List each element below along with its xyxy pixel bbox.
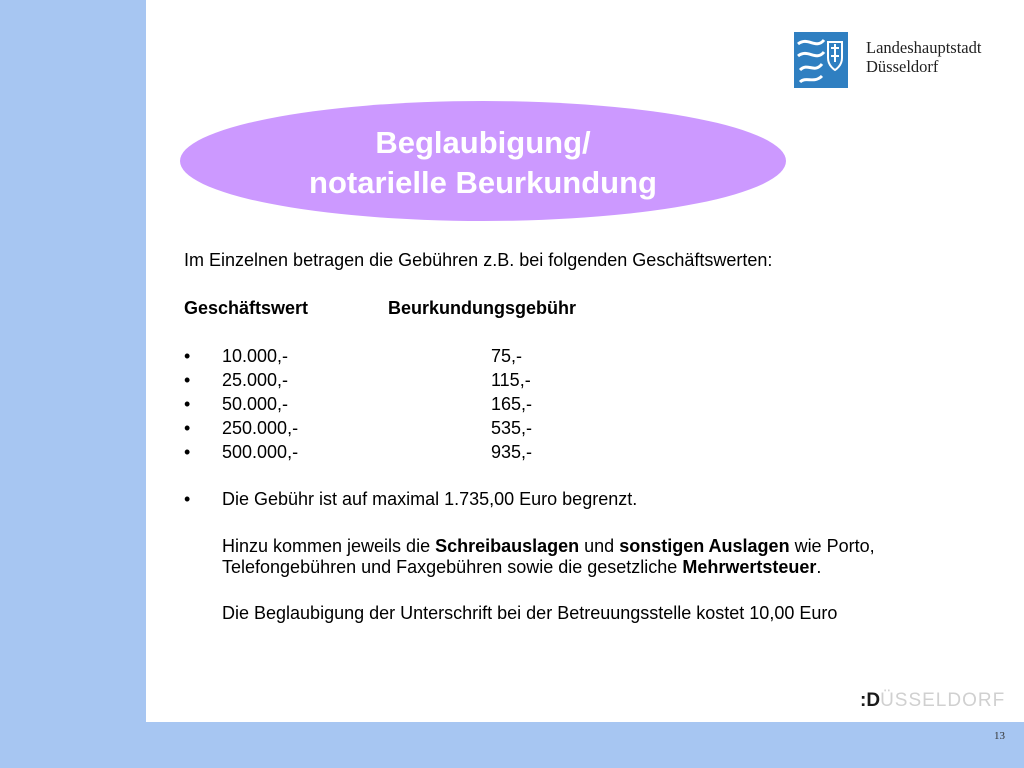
duesseldorf-wordmark (860, 690, 1005, 712)
text-run: Telefongebühren und Faxgebühren sowie die gesetzliche (222, 557, 683, 577)
signature-fee-paragraph: Die Beglaubigung der Unterschrift bei der Betreuungsstelle kostet 10,00 Euro (222, 603, 838, 623)
additional-costs-paragraph (222, 536, 875, 578)
text-run: wie Porto, (789, 536, 875, 556)
city-name (866, 38, 981, 76)
page-number: 13 (994, 730, 1005, 742)
bullet: • (184, 370, 191, 390)
text-run: Hinzu kommen jeweils die (222, 536, 436, 556)
fee-row (146, 370, 746, 394)
title-line1: Beglaubigung/ (375, 125, 591, 160)
row-value: 250.000,- (222, 418, 299, 438)
wordmark-text: ÜSSELDORF (880, 690, 1006, 711)
row-fee: 535,- (491, 418, 533, 438)
paragraph-line1 (222, 536, 875, 557)
bullet: • (184, 442, 191, 462)
column-header-value: Geschäftswert (184, 298, 309, 318)
slide-title (180, 123, 786, 203)
city-name-line1: Landeshauptstadt (866, 38, 982, 57)
row-fee: 115,- (491, 370, 531, 390)
bullet: • (184, 346, 191, 366)
text-run: und (579, 536, 620, 556)
fee-row (146, 418, 746, 442)
paragraph-line2 (222, 557, 875, 578)
row-fee: 75,- (491, 346, 523, 366)
text-run: . (816, 557, 822, 577)
bold-term: Schreibauslagen (435, 536, 580, 556)
city-logo (794, 32, 994, 92)
fee-cap-note: Die Gebühr ist auf maximal 1.735,00 Euro begrenzt. (222, 489, 638, 509)
fee-row (146, 442, 746, 466)
bold-term: sonstigen Auslagen (619, 536, 790, 556)
city-name-line2: Düsseldorf (866, 57, 939, 76)
row-fee: 935,- (491, 442, 533, 462)
bullet: • (184, 394, 191, 414)
wordmark-symbol: :D (860, 690, 881, 711)
row-value: 25.000,- (222, 370, 289, 390)
fee-row (146, 346, 746, 370)
row-value: 500.000,- (222, 442, 299, 462)
row-fee: 165,- (491, 394, 533, 414)
bullet: • (184, 489, 191, 509)
bold-term: Mehrwertsteuer (682, 557, 817, 577)
bullet: • (184, 418, 191, 438)
slide (146, 0, 1024, 722)
fee-row (146, 394, 746, 418)
title-line2: notarielle Beurkundung (309, 165, 657, 200)
row-value: 50.000,- (222, 394, 289, 414)
intro-text: Im Einzelnen betragen die Gebühren z.B. bei folgenden Geschäftswerten: (184, 250, 773, 270)
column-header-fee: Beurkundungsgebühr (388, 298, 576, 318)
row-value: 10.000,- (222, 346, 289, 366)
duesseldorf-emblem-icon (794, 32, 848, 88)
